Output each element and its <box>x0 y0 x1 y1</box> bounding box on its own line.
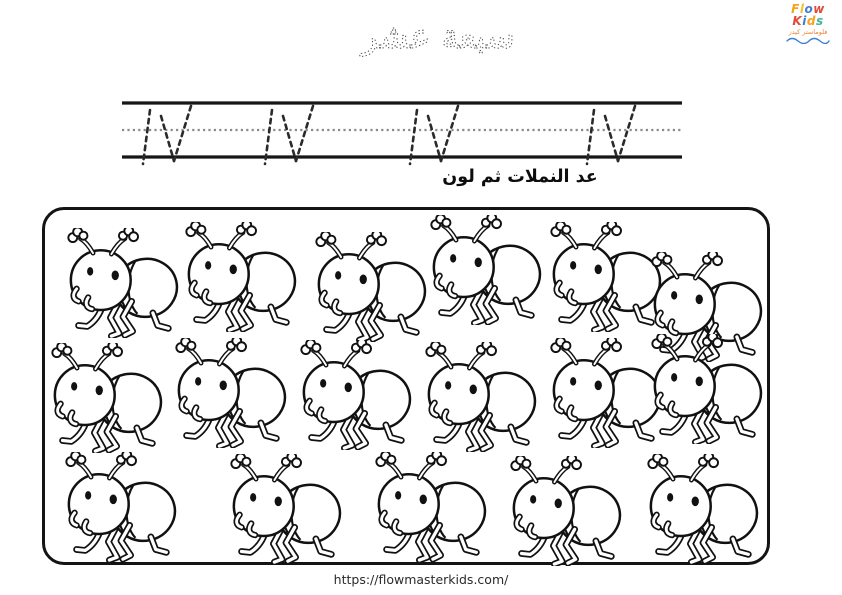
logo-squiggle-line <box>786 37 830 44</box>
ant-icon <box>426 215 544 325</box>
logo-word-kids: Kids <box>792 14 824 28</box>
ant-icon <box>647 334 765 444</box>
trace-numeral-17-group-1 <box>143 106 191 164</box>
ants-counting-box <box>42 207 770 565</box>
ant-icon <box>506 456 624 566</box>
number-tracing-band <box>120 94 684 172</box>
ant-icon <box>171 338 289 448</box>
ant-icon <box>296 340 414 450</box>
footer-url: https://flowmasterkids.com/ <box>333 572 509 587</box>
ant-icon <box>421 342 539 452</box>
page-title <box>278 6 598 72</box>
logo-arabic-tagline: فلوماستر كيدز <box>788 28 828 36</box>
ant-icon <box>371 452 489 562</box>
ant-icon <box>311 232 429 342</box>
trace-numeral-17-group-2 <box>265 106 313 164</box>
ant-icon <box>643 454 761 564</box>
flow-kids-logo <box>776 3 840 44</box>
ant-icon <box>226 454 344 564</box>
ant-icon <box>63 228 181 338</box>
ant-icon <box>181 222 299 332</box>
trace-numeral-17-group-3 <box>410 106 458 164</box>
ant-icon <box>61 452 179 562</box>
title-dotted-text: سبعة عشر <box>361 17 515 57</box>
ant-icon <box>47 343 165 453</box>
trace-numeral-17-group-4 <box>587 106 635 164</box>
logo-word-flow: Flow <box>791 2 825 16</box>
instruction-text: عد النملات ثم لون <box>442 167 598 187</box>
